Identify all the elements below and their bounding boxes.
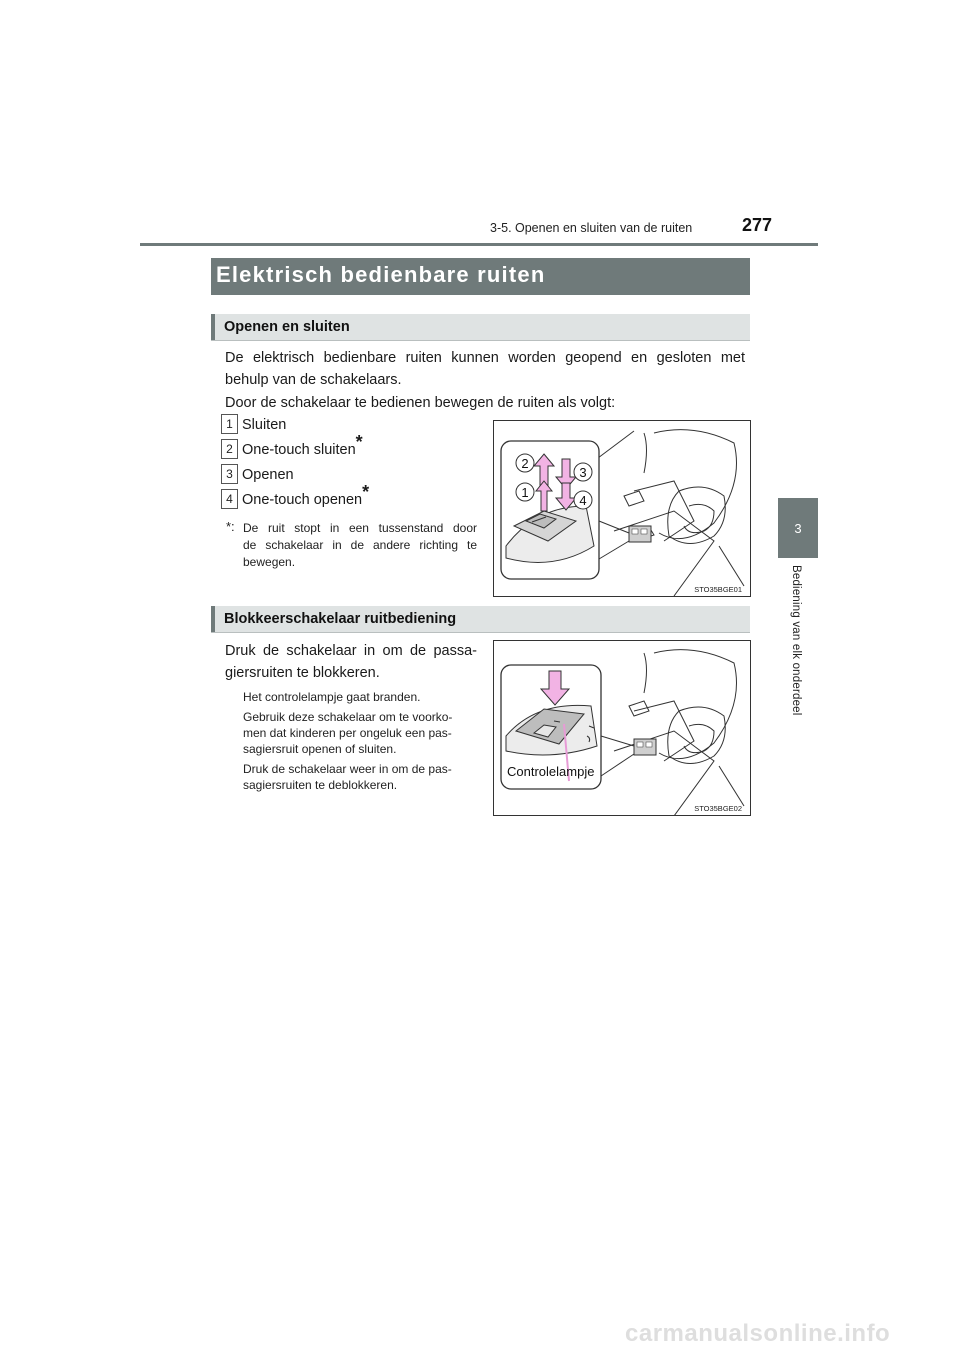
section-heading-marker (211, 314, 215, 340)
page-number: 277 (742, 215, 773, 235)
figure-callout-3: 3 (579, 465, 587, 480)
watermark: carmanualsonline.info (625, 1320, 891, 1347)
note-1: Het controlelampje gaat branden. (243, 690, 421, 704)
section-heading-marker (211, 606, 215, 632)
item-number-badge: 2 (221, 439, 238, 459)
lock-switch-figure (493, 640, 751, 816)
body-line-2: giersruiten te blokkeren. (225, 665, 380, 681)
page-title: Elektrisch bedienbare ruiten (216, 262, 546, 287)
item-label: One-touch openen (242, 492, 363, 508)
item-label: Openen (242, 467, 294, 483)
item-number-badge: 1 (221, 414, 238, 434)
note-2-line-3: sagiersruit openen of sluiten. (243, 742, 397, 756)
item-label: Sluiten (242, 417, 287, 433)
figure-callout-1: 1 (521, 485, 529, 500)
section-heading: Blokkeerschakelaar ruitbediening (224, 611, 457, 627)
instruction-text: Door de schakelaar te bedienen bewegen de ruiten als volgt: (225, 395, 616, 411)
figure-code: STO35BGE01 (694, 585, 742, 594)
figure-callout-2: 2 (521, 456, 529, 471)
item-number-badge: 4 (221, 489, 238, 509)
intro-line-1: De elektrisch bedienbare ruiten kunnen worden geopend en gesloten met (225, 350, 745, 366)
section-heading: Openen en sluiten (224, 319, 350, 335)
indicator-label: Controlelampje (507, 764, 595, 779)
intro-line-2: behulp van de schakelaars. (225, 372, 402, 388)
item-number-badge: 3 (221, 464, 238, 484)
section-heading-bar (211, 606, 750, 633)
note-3-line-1: Druk de schakelaar weer in om de pas- (243, 762, 452, 776)
section-heading-bar (211, 314, 750, 341)
lock-switch-illustration (494, 641, 750, 815)
note-2-line-1: Gebruik deze schakelaar om te voorko- (243, 710, 453, 724)
footnote-line-1: De ruit stopt in een tussenstand door (243, 521, 477, 535)
footnote-line-2: de schakelaar in de andere richting te (243, 538, 477, 552)
body-line-1: Druk de schakelaar in om de passa- (225, 643, 477, 659)
item-star: * (355, 432, 363, 452)
chapter-number: 3 (794, 520, 802, 536)
chapter-title: Bediening van elk onderdeel (790, 565, 802, 716)
header-section-title: 3-5. Openen en sluiten van de ruiten (490, 221, 693, 235)
figure-callout-4: 4 (579, 493, 587, 508)
header-rule (140, 243, 818, 246)
item-label: One-touch sluiten (242, 442, 356, 458)
window-switch-figure (493, 420, 751, 597)
footnote-line-3: bewegen. (243, 555, 296, 569)
page-title-bar (211, 258, 750, 295)
figure-code: STO35BGE02 (694, 804, 742, 813)
note-3-line-2: sagiersruiten te deblokkeren. (243, 778, 398, 792)
note-2-line-2: men dat kinderen per ongeluk een pas- (243, 726, 452, 740)
chapter-tab (778, 498, 818, 558)
item-star: * (362, 482, 370, 502)
footnote-mark: *: (226, 519, 235, 534)
window-switch-illustration (494, 421, 750, 596)
